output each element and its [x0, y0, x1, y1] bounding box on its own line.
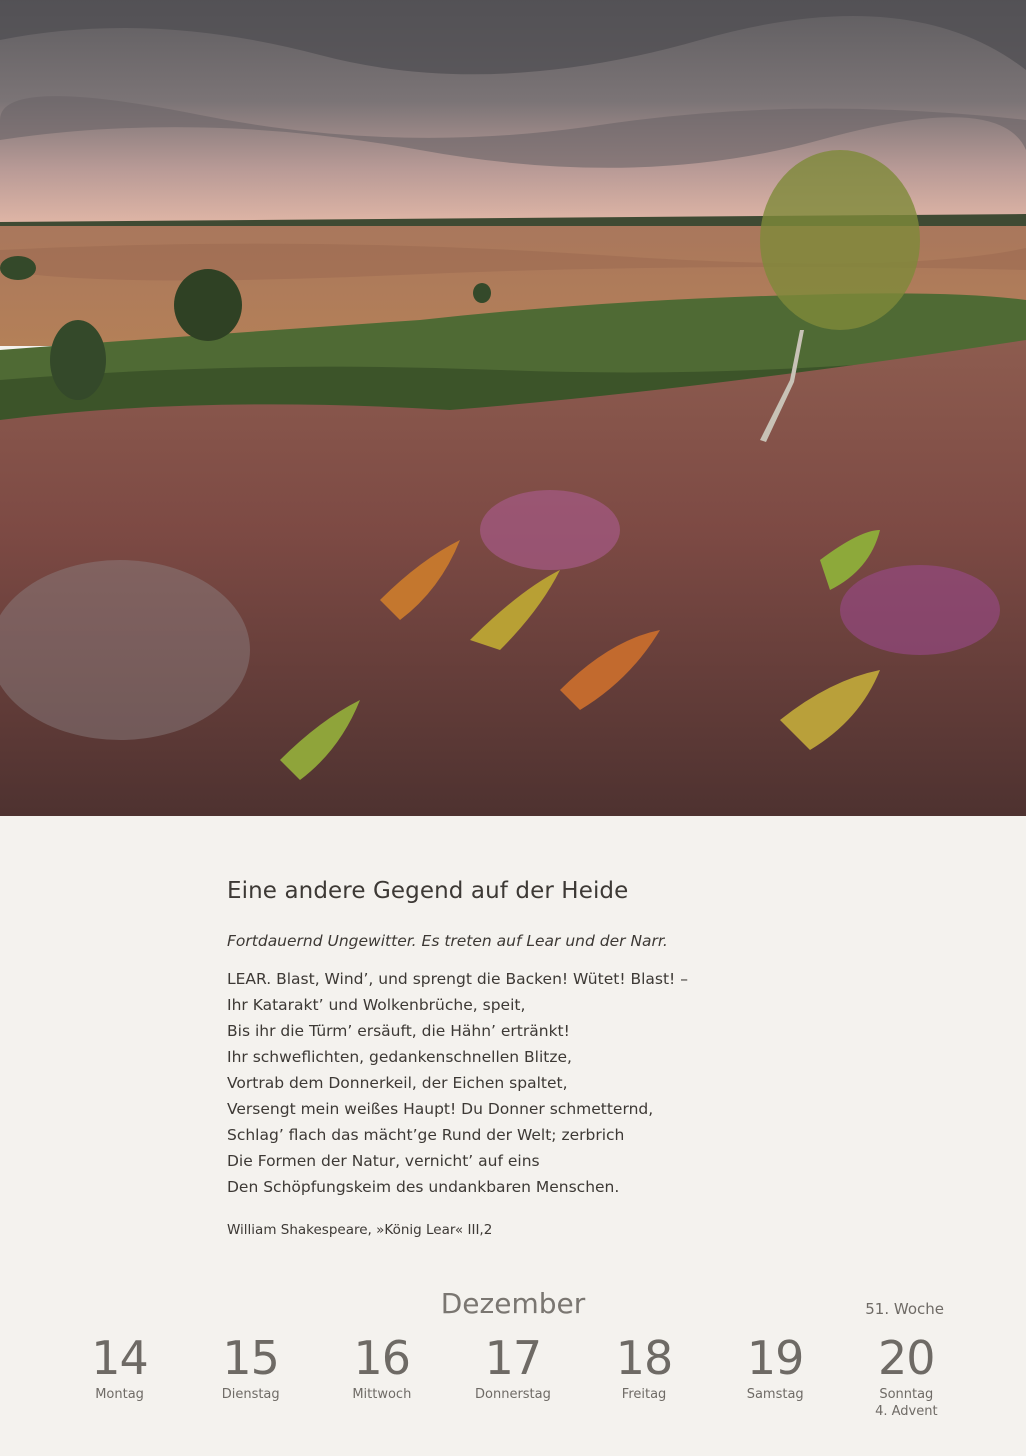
- day-number: 17: [484, 1331, 542, 1385]
- day-name: Donnerstag: [475, 1387, 551, 1402]
- day-name: Sonntag: [879, 1387, 934, 1402]
- calendar-day: [316, 1330, 447, 1420]
- calendar-day: [447, 1330, 578, 1420]
- poem-line: Die Formen der Natur, vernicht’ auf eins: [227, 1152, 540, 1170]
- day-name: Mittwoch: [352, 1387, 412, 1402]
- day-name: Montag: [95, 1387, 144, 1402]
- day-number: 16: [353, 1331, 411, 1385]
- poem: [227, 966, 847, 1200]
- calendar-day: [841, 1330, 972, 1420]
- calendar-day: [710, 1330, 841, 1420]
- quote-block: [227, 876, 847, 1240]
- poem-line: Schlag’ flach das mächt’ge Rund der Welt; zerbrich: [227, 1126, 625, 1144]
- day-number: 19: [746, 1331, 804, 1385]
- calendar-week: 51. Woche: [865, 1300, 944, 1318]
- day-number: 14: [91, 1331, 148, 1385]
- day-number: 18: [615, 1331, 673, 1385]
- poem-line: Bis ihr die Türm’ ersäuft, die Hähn’ ertränkt!: [227, 1022, 570, 1040]
- calendar-day: [54, 1330, 185, 1420]
- day-name: Freitag: [621, 1387, 667, 1402]
- poem-line: LEAR. Blast, Wind’, und sprengt die Backen! Wütet! Blast! –: [227, 970, 688, 988]
- poem-line: Ihr Katarakt’ und Wolkenbrüche, speit,: [227, 996, 526, 1014]
- day-number: 15: [222, 1331, 279, 1385]
- day-holiday: 4. Advent: [875, 1404, 938, 1419]
- calendar-month: Dezember: [440, 1287, 586, 1320]
- poem-line: Versengt mein weißes Haupt! Du Donner schmetternd,: [227, 1100, 654, 1118]
- quote-source: William Shakespeare, »König Lear« III,2: [227, 1222, 493, 1238]
- page-title: Eine andere Gegend auf der Heide: [227, 878, 629, 904]
- calendar-day: [185, 1330, 316, 1420]
- stage-direction: Fortdauernd Ungewitter. Es treten auf Lear und der Narr.: [227, 932, 668, 950]
- day-name: Dienstag: [221, 1387, 280, 1402]
- day-name: Samstag: [746, 1387, 804, 1402]
- calendar-days: [54, 1330, 972, 1420]
- day-number: 20: [878, 1331, 935, 1385]
- poem-line: Ihr schweflichten, gedankenschnellen Blitze,: [227, 1048, 572, 1066]
- poem-line: Den Schöpfungskeim des undankbaren Menschen.: [227, 1178, 620, 1196]
- poem-line: Vortrab dem Donnerkeil, der Eichen spaltet,: [227, 1074, 568, 1092]
- calendar-day: [579, 1330, 710, 1420]
